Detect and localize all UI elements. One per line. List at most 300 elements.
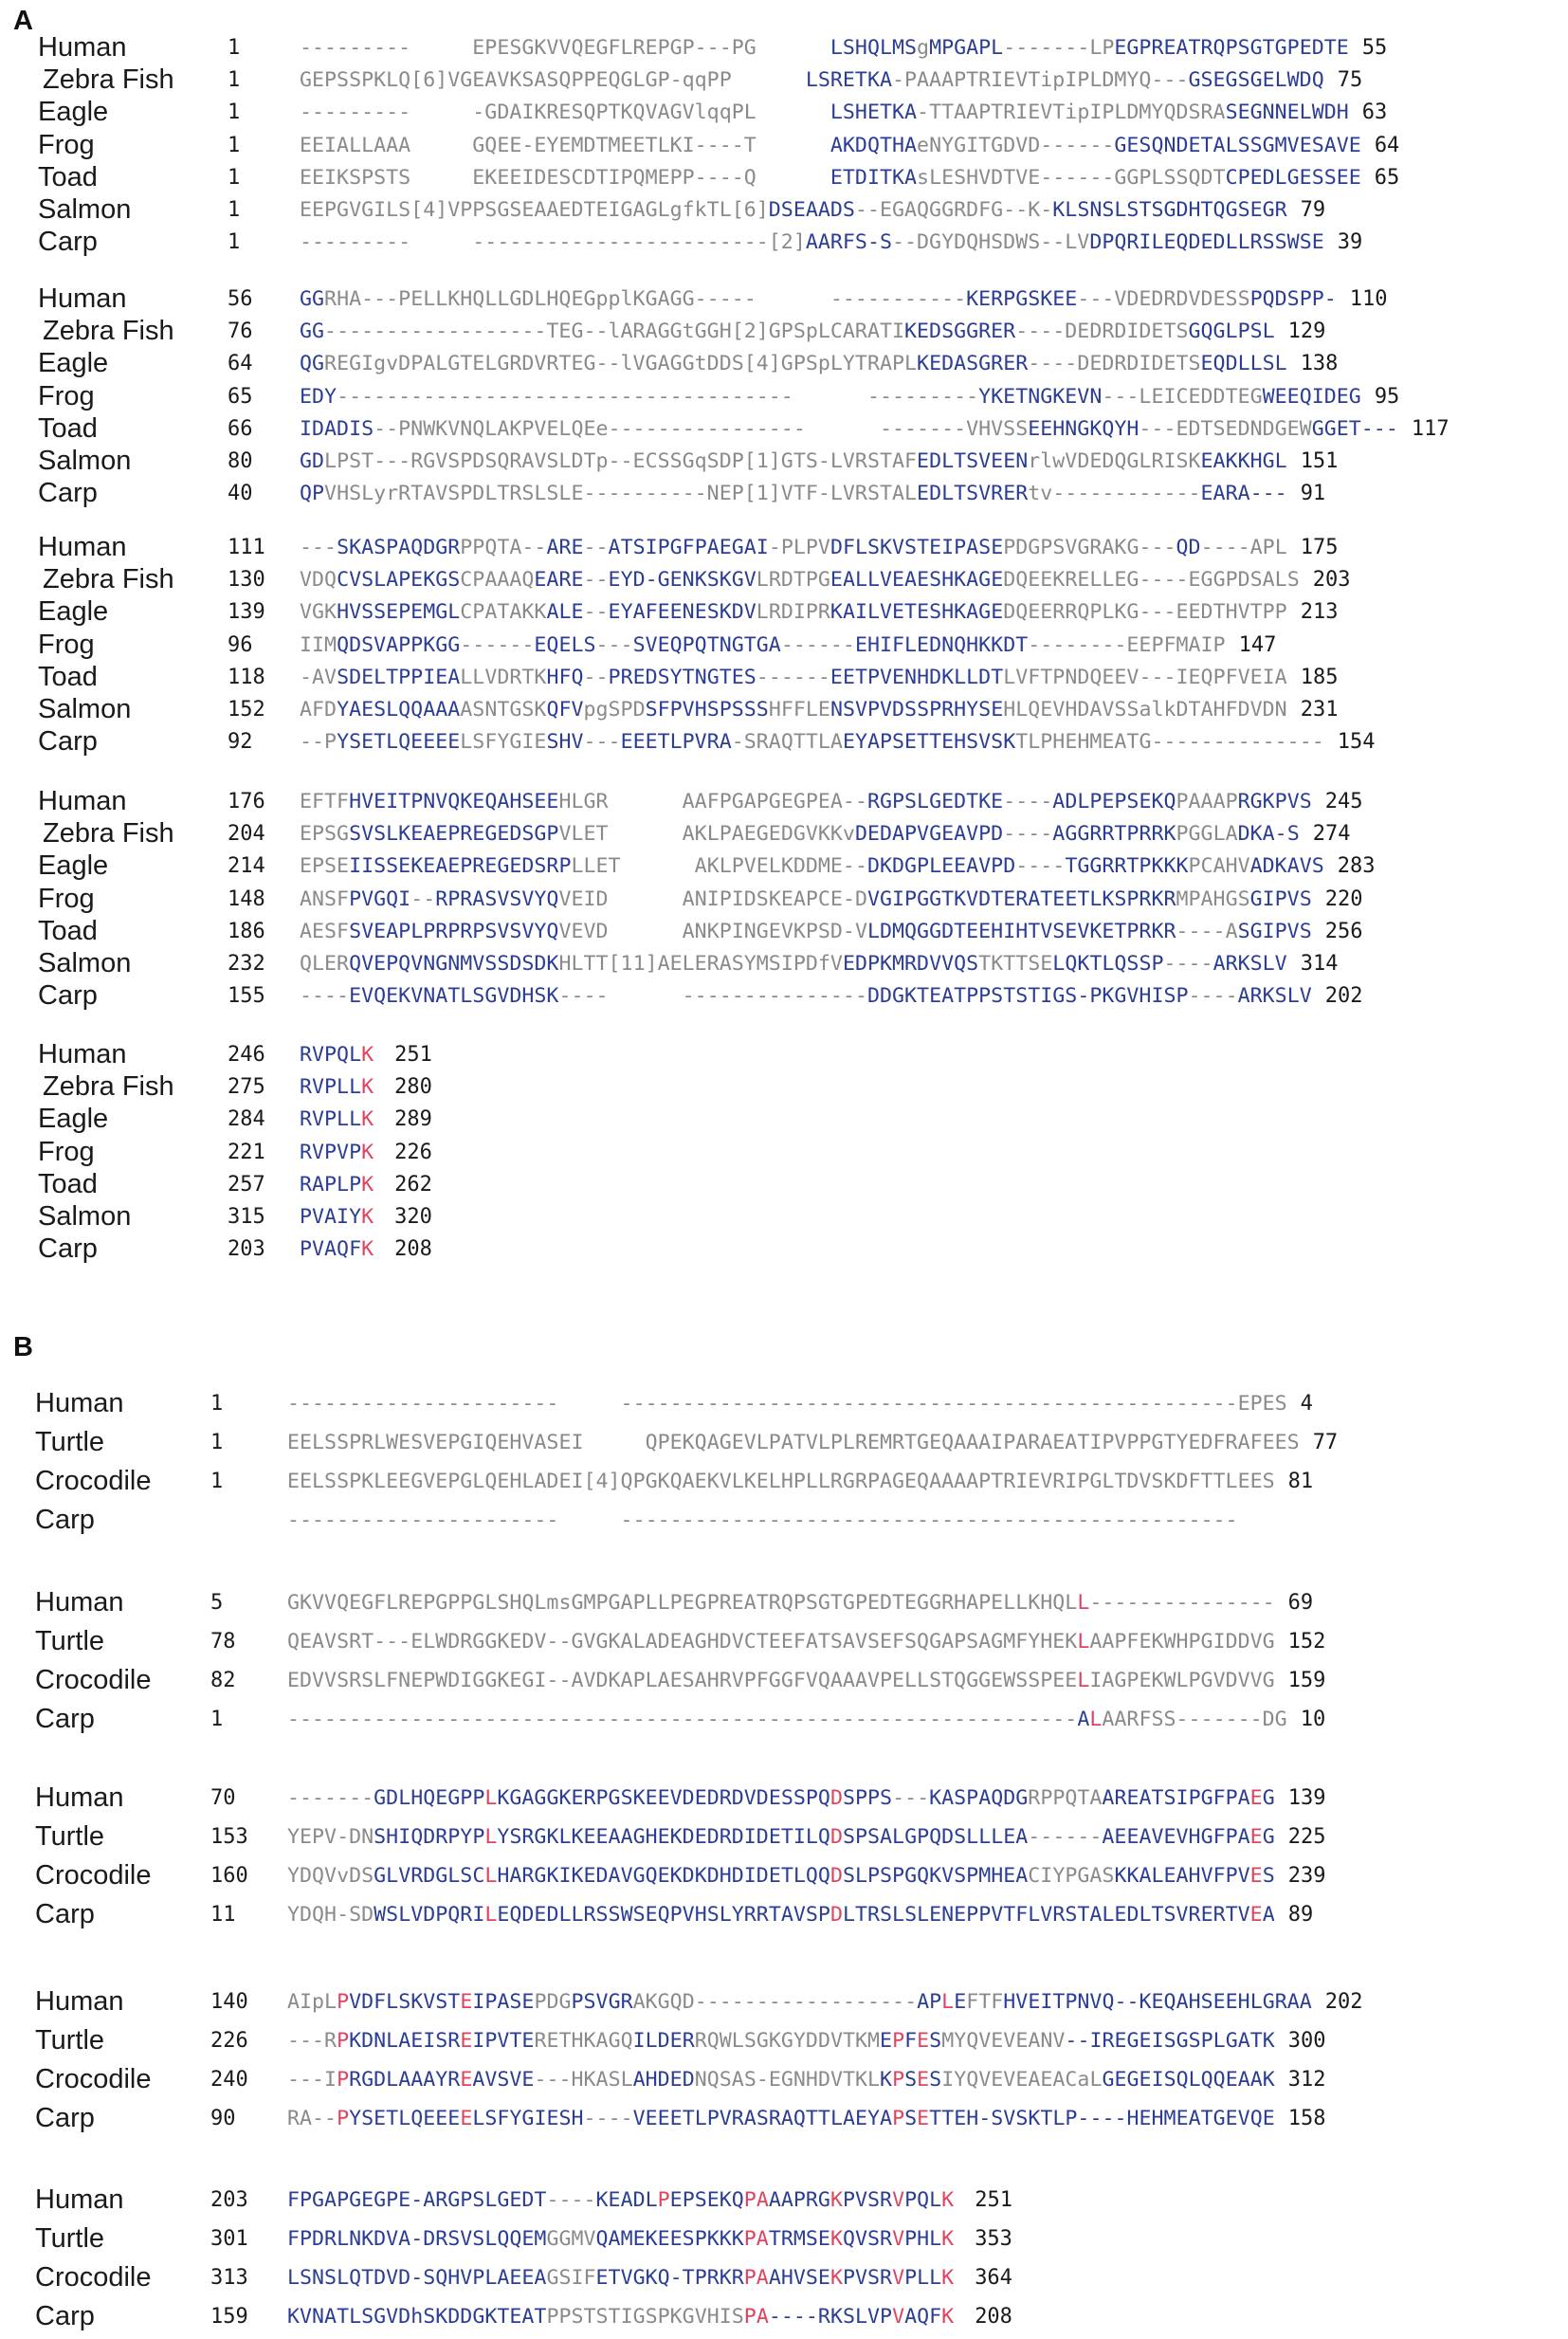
aligned-segment: SEGNNELWDH (1225, 101, 1349, 125)
unaligned-segment: PDG (534, 1990, 572, 2014)
species-name: Turtle (35, 2223, 105, 2254)
aligned-segment: LSFYGIESH (472, 2107, 584, 2130)
unaligned-segment: IAGPEKWLPGVDVVG (1089, 1669, 1275, 1692)
aligned-segment: QG (300, 352, 325, 376)
conserved-residue: PA (743, 2227, 769, 2251)
aligned-sequence (300, 568, 1300, 592)
aligned-segment: RGDLAAAYR (349, 2068, 461, 2092)
end-position: 175 (1300, 536, 1339, 559)
aligned-segment: EETPVENHDKLLDT (830, 665, 1004, 689)
aligned-sequence (300, 1237, 374, 1261)
end-position: 280 (394, 1075, 432, 1100)
unaligned-segment: LRDIPR (756, 600, 830, 625)
unaligned-segment: AFD (300, 698, 337, 722)
aligned-sequence (287, 2188, 954, 2212)
unaligned-segment: -- (583, 600, 609, 625)
aligned-sequence (287, 1431, 1300, 1454)
unaligned-segment: HLQEVHDAVSSalkDTAHFDVDN (1003, 698, 1287, 722)
start-position: 140 (210, 1990, 248, 2014)
aligned-segment: SKASPAQDGR (337, 536, 461, 559)
start-position: 1 (228, 101, 241, 125)
aligned-segment: DEDAPVGEAVPD (854, 822, 1004, 847)
species-name: Turtle (35, 1427, 105, 1457)
aligned-segment: KLSNSLSTSGDHTQGSEGR (1052, 198, 1287, 222)
end-position: 239 (1287, 1864, 1326, 1888)
species-name: Human (35, 2184, 124, 2215)
aligned-segment: KDNLAEISR (349, 2029, 461, 2053)
start-position: 176 (228, 790, 265, 813)
aligned-segment: QAMEKEESPKKK (595, 2227, 744, 2251)
aligned-segment: YSETLQEEE (349, 2107, 461, 2130)
unaligned-segment: ---------------------- -------------------------------------------------- (287, 1508, 1238, 1532)
aligned-segment: KAILVETESHKAGE (830, 600, 1004, 625)
aligned-segment: KEDSGGRER (904, 320, 1016, 344)
aligned-segment: ETDITKA (830, 165, 918, 190)
unaligned-segment: CPAAAQ (460, 568, 535, 593)
aligned-sequence (287, 2227, 954, 2251)
conserved-residue: E (1249, 1903, 1263, 1927)
aligned-segment: S (929, 2029, 942, 2053)
aligned-segment: SHV (546, 730, 584, 755)
aligned-segment: WEEQIDEG (1262, 384, 1361, 409)
unaligned-segment: -- (583, 665, 609, 689)
species-name: Zebra Fish (43, 316, 174, 347)
aligned-sequence (287, 2029, 1275, 2053)
start-position: 1 (210, 1708, 224, 1731)
aligned-segment: KSLVP (830, 2305, 893, 2329)
start-position: 111 (228, 536, 265, 559)
unaligned-segment: ------------------TEG--lARAGGtGGH[2]GPSpLCARATI (324, 320, 905, 344)
unaligned-segment: EPSG (300, 822, 350, 847)
unaligned-segment: LPST---RGVSPDSQRAVSLDTp--ECSSGqSDP[1]GTS-LVRSTAF (324, 449, 918, 473)
unaligned-segment: --- (892, 1786, 930, 1810)
aligned-segment: PSVGR (571, 1990, 633, 2014)
unaligned-segment: LSFYGIE (460, 730, 547, 755)
end-position: 154 (1337, 730, 1376, 755)
end-position: 312 (1287, 2068, 1326, 2092)
conserved-residue: P (892, 2107, 905, 2130)
aligned-sequence (287, 1990, 1312, 2014)
start-position: 159 (210, 2305, 248, 2329)
aligned-sequence (300, 134, 1361, 157)
unaligned-segment: ------ (460, 632, 535, 657)
aligned-sequence (287, 1825, 1275, 1849)
aligned-segment: FPGAPGEGPE-ARGPSLGEDT (287, 2188, 547, 2212)
start-position: 257 (228, 1172, 265, 1197)
unaligned-segment: DQEEKRELLEG----EGGPDSALS (1003, 568, 1300, 593)
conserved-residue: PA (743, 2305, 769, 2329)
species-name: Carp (35, 1505, 95, 1535)
aligned-segment: ETVGKQ-TPRKR (595, 2266, 744, 2290)
conserved-residue: D (830, 1825, 843, 1849)
aligned-segment: LTRSLSLENEPPVTFLVRSTALEDLTSVRERTV (842, 1903, 1250, 1927)
aligned-segment: E (880, 2029, 893, 2053)
aligned-segment: E (954, 1990, 967, 2014)
aligned-sequence (300, 822, 1300, 846)
aligned-segment: EARA--- (1200, 482, 1287, 506)
aligned-segment: SFPVHSPSSS (645, 698, 769, 722)
end-position: 364 (975, 2266, 1012, 2290)
unaligned-segment: EFTF (300, 790, 350, 813)
unaligned-segment: AESF (300, 919, 350, 943)
start-position: 221 (228, 1140, 265, 1164)
unaligned-segment: QLER (300, 952, 350, 976)
aligned-segment: GEGEISQLQQEAAK (1102, 2068, 1275, 2092)
species-name: Carp (35, 2103, 95, 2133)
aligned-sequence (300, 1173, 374, 1197)
aligned-segment: EYD-GENKSKGV (608, 568, 757, 593)
species-name: Crocodile (35, 1860, 152, 1891)
species-name: Turtle (35, 1821, 105, 1852)
species-name: Carp (38, 726, 98, 758)
aligned-sequence (300, 385, 1361, 409)
start-position: 153 (210, 1825, 248, 1849)
aligned-segment: RVPLL (300, 1075, 362, 1100)
conserved-residue: P (337, 2068, 350, 2092)
aligned-segment: GLVRDGLSC (374, 1864, 485, 1888)
conserved-residue: L (941, 1990, 955, 2014)
aligned-sequence (300, 920, 1312, 943)
conserved-residue: E (1249, 1864, 1263, 1888)
end-position: 65 (1374, 165, 1400, 190)
start-position: 315 (228, 1205, 265, 1229)
unaligned-segment: ANSF (300, 886, 350, 911)
unaligned-segment: VLET AKLPAEGEDGVKKv (558, 822, 855, 847)
aligned-sequence (287, 2068, 1275, 2092)
aligned-segment: DFLSKVSTEIPASE (830, 536, 1004, 559)
aligned-segment: IISSEKEAEPREGEDSRP (349, 854, 572, 879)
species-name: Eagle (38, 1104, 109, 1135)
aligned-sequence (300, 482, 1287, 505)
end-position: 225 (1287, 1825, 1326, 1849)
end-position: 138 (1300, 352, 1339, 376)
species-name: Human (35, 1782, 124, 1813)
aligned-sequence (287, 1470, 1275, 1493)
unaligned-segment: ---VDEDRDVDESS (1077, 287, 1250, 311)
species-name: Frog (38, 629, 95, 660)
species-name: Toad (38, 661, 98, 692)
start-position: 5 (210, 1591, 224, 1615)
aligned-segment: G (1262, 1825, 1275, 1849)
aligned-segment: QFV (546, 698, 584, 722)
conserved-residue: V (892, 2266, 905, 2290)
aligned-segment: S (904, 2107, 918, 2130)
unaligned-segment: pgSPD (583, 698, 646, 722)
aligned-segment: EQDLLSL (1200, 352, 1287, 376)
aligned-segment: GD (300, 449, 325, 473)
unaligned-segment: ---LEICEDDTEG (1102, 384, 1263, 409)
aligned-segment: S (1262, 1864, 1275, 1888)
unaligned-segment: EELSSPKLEEGVEPGLQEHLADEI[4]QPGKQAEKVLKELHPLLRGRPAGEQAAAAPTRIEVRIPGLTDVSKDFTTLEES (287, 1470, 1275, 1493)
aligned-segment: LSNSLQTDVD-SQHVPLAEEA (287, 2266, 547, 2290)
start-position: 240 (210, 2068, 248, 2092)
aligned-segment: SLPSPGQKVSPMHEA (842, 1864, 1029, 1888)
end-position: 220 (1324, 886, 1363, 911)
start-position: 301 (210, 2227, 248, 2251)
conserved-residue: P (337, 1990, 350, 2014)
aligned-sequence (300, 730, 1324, 754)
aligned-sequence (300, 198, 1287, 222)
conserved-residue: V (892, 2188, 905, 2212)
end-position: 147 (1238, 632, 1277, 657)
aligned-segment: HFQ (546, 665, 584, 689)
unaligned-segment: --- (595, 632, 633, 657)
aligned-segment: EVQEKVNATLSGVDHSK (349, 984, 559, 1009)
aligned-segment: AP (917, 1990, 942, 2014)
aligned-sequence (300, 68, 1324, 92)
unaligned-segment: ------- (287, 1786, 374, 1810)
aligned-segment: GIPVS (1249, 886, 1312, 911)
end-position: 208 (394, 1237, 432, 1262)
unaligned-segment: LLVDRTK (460, 665, 547, 689)
aligned-segment: SVEAPLPRPRPSVSVYQ (349, 919, 559, 943)
conserved-residue: K (830, 2266, 843, 2290)
start-position: 11 (210, 1903, 236, 1927)
unaligned-segment: ---- (1003, 790, 1053, 813)
conserved-residue: K (830, 2227, 843, 2251)
unaligned-segment: ----APL (1200, 536, 1287, 559)
conserved-residue: PA (743, 2266, 769, 2290)
start-position: 1 (210, 1431, 224, 1454)
start-position: 118 (228, 665, 265, 689)
aligned-segment: AEEAVEVHGFPA (1102, 1825, 1250, 1849)
aligned-segment: RVPVP (300, 1140, 362, 1164)
aligned-segment: QDSVAPPKGG (337, 632, 461, 657)
aligned-segment: DPQRILEQDEDLLRSSWSE (1089, 230, 1324, 255)
aligned-segment: KEADL (595, 2188, 658, 2212)
conserved-residue: K (361, 1237, 374, 1262)
aligned-segment: PHL (904, 2227, 942, 2251)
start-position: 70 (210, 1786, 236, 1810)
aligned-segment: SPPS (842, 1786, 893, 1810)
species-name: Crocodile (35, 2262, 152, 2293)
aligned-segment: ----R (768, 2305, 830, 2329)
aligned-segment: QVEPQVNGNMVSSDSDK (349, 952, 559, 976)
aligned-sequence (300, 352, 1287, 375)
conserved-residue: K (361, 1172, 374, 1197)
conserved-residue: D (830, 1903, 843, 1927)
unaligned-segment: GKVVQEGFLREPGPPGLSHQLmsGMPGAPLLPEGPREATRQPSGTGPEDTEGGRHAPELLKHQL (287, 1591, 1078, 1615)
species-name: Carp (35, 2301, 95, 2331)
end-position: 91 (1300, 482, 1326, 506)
start-position: 214 (228, 854, 265, 879)
aligned-segment: GQGLPSL (1188, 320, 1275, 344)
start-position: 1 (228, 230, 241, 255)
start-position: 1 (210, 1470, 224, 1493)
conserved-residue: E (460, 1990, 473, 2014)
aligned-sequence (300, 417, 1398, 441)
conserved-residue: E (917, 2029, 930, 2053)
aligned-segment: KERPGSKEE (966, 287, 1078, 311)
end-position: 262 (394, 1172, 432, 1197)
unaligned-segment: g (917, 36, 930, 60)
aligned-segment: AKDQTHA (830, 133, 918, 157)
species-name: Frog (38, 129, 95, 160)
conserved-residue: P (892, 2068, 905, 2092)
end-position: 75 (1337, 68, 1363, 93)
unaligned-segment: ---------------------- --------------------------------------------------EPES (287, 1392, 1287, 1416)
aligned-segment: SPSALGPQDSLLLEA (842, 1825, 1029, 1849)
unaligned-segment: PCAHV (1188, 854, 1250, 879)
end-position: 300 (1287, 2029, 1326, 2053)
unaligned-segment: GSIF (546, 2266, 596, 2290)
start-position: 92 (228, 730, 253, 755)
unaligned-segment: ---I (287, 2068, 337, 2092)
conserved-residue: P (337, 2029, 350, 2053)
aligned-segment: DKDGPLEEAVPD (866, 854, 1016, 879)
unaligned-segment: VDQ (300, 568, 337, 593)
aligned-segment: VGIPGGTKVDTERATEETLKSPRKR (866, 886, 1176, 911)
aligned-segment: RVPQL (300, 1043, 362, 1067)
species-name: Eagle (38, 348, 109, 379)
conserved-residue: D (830, 1786, 843, 1810)
aligned-segment: AHDED (632, 2068, 695, 2092)
start-position: 226 (210, 2029, 248, 2053)
conserved-residue: K (941, 2305, 955, 2329)
aligned-sequence (300, 984, 1312, 1008)
aligned-segment: EEHNGKQYH (1028, 416, 1140, 441)
species-name: Frog (38, 380, 95, 411)
aligned-segment: KASPAQDG (929, 1786, 1029, 1810)
unaligned-segment: --DGYDQHSDWS--LV (892, 230, 1090, 255)
aligned-segment: LSHQLMS (830, 36, 918, 60)
aligned-sequence (300, 1075, 374, 1099)
conserved-residue: E (917, 2068, 930, 2092)
aligned-segment: WSLVDPQRI (374, 1903, 485, 1927)
species-name: Turtle (35, 2025, 105, 2056)
aligned-segment: ARE (546, 536, 584, 559)
species-name: Eagle (38, 97, 109, 128)
aligned-segment: ARKSLV (1212, 952, 1287, 976)
unaligned-segment: ---HKASL (534, 2068, 633, 2092)
aligned-segment: KKALEAHVFPV (1114, 1864, 1250, 1888)
start-position: 186 (228, 919, 265, 943)
conserved-residue: P (337, 2107, 350, 2130)
unaligned-segment: HLGR AAFPGAPGEGPEA-- (558, 790, 867, 813)
unaligned-segment: VGK (300, 600, 337, 625)
unaligned-segment: ---- --------------- (558, 984, 867, 1009)
aligned-segment: MPGAPL (929, 36, 1004, 60)
aligned-sequence (287, 1669, 1275, 1692)
start-position: 1 (228, 68, 241, 93)
conserved-residue: K (830, 2188, 843, 2212)
conserved-residue: V (892, 2305, 905, 2329)
unaligned-segment: PGGLA (1176, 822, 1238, 847)
aligned-segment: DSEAADS (768, 198, 855, 222)
unaligned-segment: tv------------ (1028, 482, 1201, 506)
start-position: 246 (228, 1043, 265, 1067)
aligned-segment: LSRETKA (805, 68, 892, 93)
aligned-segment: EQELS (534, 632, 596, 657)
aligned-segment: KGAGGKERPGSKEEVDEDRDVDESSPQ (497, 1786, 830, 1810)
aligned-sequence (287, 1508, 1238, 1532)
end-position: 202 (1324, 984, 1363, 1009)
unaligned-segment: RQWLSGKGYDDVTKM (694, 2029, 881, 2053)
species-name: Salmon (38, 948, 132, 978)
unaligned-segment: eNYGITGDVD------ (917, 133, 1115, 157)
conserved-residue: E (460, 2029, 473, 2053)
aligned-segment: QVSR (842, 2227, 893, 2251)
aligned-segment: RAPLP (300, 1172, 362, 1197)
unaligned-segment: -- (410, 886, 436, 911)
aligned-segment: EARE (534, 568, 584, 593)
conserved-residue: K (361, 1107, 374, 1132)
aligned-segment: EDLTSVEEN (917, 449, 1029, 473)
aligned-segment: PQL (904, 2188, 942, 2212)
aligned-sequence (287, 1864, 1275, 1888)
unaligned-segment: --P (300, 730, 337, 755)
aligned-segment: SKDDGKTEAT (423, 2305, 547, 2329)
aligned-segment: SGIPVS (1237, 919, 1312, 943)
unaligned-segment: ----DEDRDIDETS (1015, 320, 1189, 344)
unaligned-segment: GGMV (546, 2227, 596, 2251)
end-position: 110 (1349, 287, 1388, 311)
aligned-sequence (300, 790, 1312, 813)
conserved-residue: L (1077, 1669, 1090, 1692)
aligned-sequence (300, 1107, 374, 1131)
aligned-segment: RVPLL (300, 1107, 362, 1132)
aligned-segment: GG (300, 287, 325, 311)
start-position: 204 (228, 822, 265, 847)
unaligned-segment: YDQVvDS (287, 1864, 374, 1888)
aligned-segment: YSETLQEEEE (337, 730, 461, 755)
unaligned-segment: ---- (1163, 952, 1213, 976)
unaligned-segment: PAAAP (1176, 790, 1238, 813)
end-position: 55 (1361, 36, 1388, 60)
aligned-segment: PVSR (842, 2188, 893, 2212)
aligned-segment: TTEH-SVSKTLP----HEHMEATGEVQE (929, 2107, 1275, 2130)
unaligned-segment: -PAAAPTRIEVTipIPLDMYQ--- (892, 68, 1189, 93)
unaligned-segment: EELSSPRLWESVEPGIQEHVASEI QPEKQAGEVLPATVLPLREMRTGEQAAAIPARAEATIPVPPGTYEDFRAFEES (287, 1431, 1300, 1454)
end-position: 79 (1300, 198, 1326, 222)
species-name: Zebra Fish (43, 1071, 174, 1103)
conserved-residue: K (941, 2266, 955, 2290)
aligned-segment: PLL (904, 2266, 942, 2290)
unaligned-segment: ---EDTSEDNDGEW (1139, 416, 1312, 441)
conserved-residue: E (1249, 1786, 1263, 1810)
aligned-segment: ARKSLV (1237, 984, 1312, 1009)
conserved-residue: K (361, 1140, 374, 1164)
aligned-segment: GSEGSGELWDQ (1188, 68, 1324, 93)
aligned-segment: AQF (904, 2305, 942, 2329)
aligned-segment: AVSVE (472, 2068, 535, 2092)
species-name: Toad (38, 161, 98, 192)
species-name: Human (38, 283, 127, 314)
aligned-segment: EYAFEENESKDV (608, 600, 757, 625)
aligned-segment: CPEDLGESSEE (1225, 165, 1361, 190)
aligned-segment: PVAIY (300, 1205, 362, 1229)
end-position: 159 (1287, 1669, 1326, 1692)
aligned-sequence (300, 1043, 374, 1067)
aligned-segment: IDADIS (300, 416, 374, 441)
start-position: 66 (228, 416, 253, 441)
aligned-sequence (300, 854, 1324, 878)
species-name: Frog (38, 883, 95, 914)
unaligned-segment: VHSLyrRTAVSPDLTRSLSLE----------NEP[1]VTF-LVRSTAL (324, 482, 918, 506)
unaligned-segment: LVFTPNDQEEV---IEQPFVEIA (1003, 665, 1287, 689)
unaligned-segment: PPQTA-- (460, 536, 547, 559)
end-position: 10 (1300, 1708, 1326, 1731)
conserved-residue: L (1077, 1591, 1090, 1615)
start-position: 40 (228, 482, 253, 506)
aligned-segment: LQKTLQSSP (1052, 952, 1164, 976)
unaligned-segment: LRDTPG (756, 568, 830, 593)
species-name: Carp (35, 1899, 95, 1929)
end-position: 89 (1287, 1903, 1314, 1927)
conserved-residue: D (830, 1864, 843, 1888)
unaligned-segment: AAPFEKWHPGIDDVG (1089, 1630, 1275, 1654)
aligned-segment: PVGQI (349, 886, 411, 911)
